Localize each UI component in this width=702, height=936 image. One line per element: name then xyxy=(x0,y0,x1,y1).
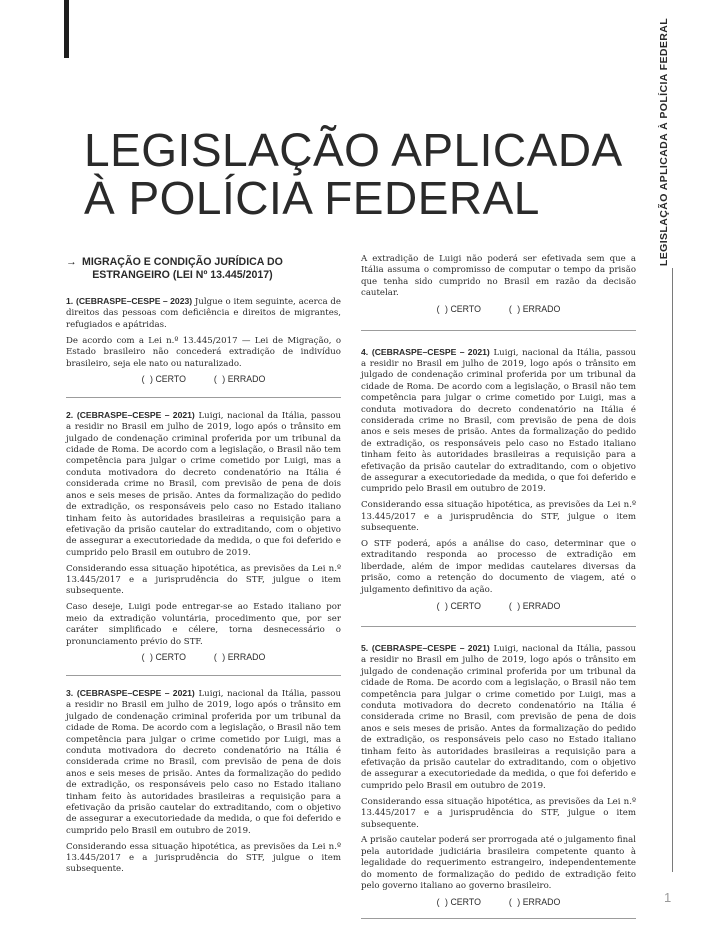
question-1 xyxy=(66,296,341,386)
question-5-number: 5. xyxy=(361,642,369,653)
question-3-number: 3. xyxy=(66,687,74,698)
question-divider xyxy=(361,626,636,627)
question-2-certo-option[interactable]: ( ) CERTO xyxy=(141,652,186,663)
question-divider xyxy=(361,330,636,331)
question-4-intro-text: Luigi, nacional da Itália, passou a residir no Brasil em julho de 2019, logo após o trânsito em julgado de condenação criminal proferida por um tribunal da cidade de Roma. De acordo com a legislação, o Brasil não tem competência para julgar o crime cometido por Luigi, mas a conduta motivadora do decreto condenatório na Itália é considerada crime no Brasil, com previsão de pena de dois anos e seis meses de prisão. Antes da formalização do pedido de extradição, os responsáveis pelo caso no Estado italiano tinham feito às autoridades brasileiras a requisição para a efetivação da prisão cautelar do extraditando, com o objetivo de assegurar a executoriedade da medida, o que foi deferido e cumprido pelo Brasil em outubro de 2019. xyxy=(361,347,636,495)
question-3-answer-options xyxy=(361,304,636,315)
question-5-statement: A prisão cautelar poderá ser prorrogada até o julgamento final pela autoridade judiciária brasileira competente quanto à legalidade do requerimento estrangeiro, independentemente do momento de formalização do pedido de extradição feito pelo governo italiano ao governo brasileiro. xyxy=(361,835,636,892)
question-4-context: Considerando essa situação hipotética, as previsões da Lei n.º 13.445/2017 e a jurisprudência do STF, julgue o item subsequente. xyxy=(361,500,636,534)
question-2-intro-text: Luigi, nacional da Itália, passou a residir no Brasil em julho de 2019, logo após o trânsito em julgado de condenação criminal proferida por um tribunal da cidade de Roma. De acordo com a legislação, o Brasil não tem competência para julgar o crime cometido por Luigi, mas a conduta motivadora do decreto condenatório na Itália é considerada crime no Brasil, com previsão de pena de dois anos e seis meses de prisão. Antes da formalização do pedido de extradição, os responsáveis pelo caso no Estado italiano tinham feito às autoridades brasileiras a requisição para a efetivação da prisão cautelar do extraditando, com o objetivo de assegurar a executoriedade da medida, o que foi deferido e cumprido pelo Brasil em outubro de 2019. xyxy=(66,410,341,558)
question-1-errado-option[interactable]: ( ) ERRADO xyxy=(213,374,266,385)
question-divider xyxy=(66,675,341,676)
question-4-answer-options xyxy=(361,601,636,612)
question-2-intro xyxy=(66,410,341,559)
question-3-source: (CEBRASPE–CESPE – 2021) xyxy=(76,687,195,698)
section-title-line-2: ESTRANGEIRO (LEI Nº 13.445/2017) xyxy=(92,269,273,281)
page-title-line-2: À POLÍCIA FEDERAL xyxy=(84,172,540,224)
question-2-errado-option[interactable]: ( ) ERRADO xyxy=(213,652,266,663)
question-1-source: (CEBRASPE–CESPE – 2023) xyxy=(75,296,193,306)
question-divider xyxy=(66,397,341,398)
question-4-intro xyxy=(361,347,636,496)
question-1-certo-option[interactable]: ( ) CERTO xyxy=(141,374,186,385)
question-3 xyxy=(66,688,341,876)
question-2-statement: Caso deseje, Luigi pode entregar-se ao Estado italiano por meio da extradição voluntária, procedimento que, por ser caráter simplificado e célere, torna desnecessário o pronunciamento prévio do STF. xyxy=(66,602,341,647)
question-5 xyxy=(361,643,636,908)
section-title xyxy=(82,256,283,282)
running-head-text: LEGISLAÇÃO APLICADA À POLÍCIA FEDERAL xyxy=(658,17,670,267)
right-column xyxy=(361,254,636,931)
side-rule xyxy=(672,268,673,872)
question-2-context: Considerando essa situação hipotética, as previsões da Lei n.º 13.445/2017 e a jurisprudência do STF, julgue o item subsequente. xyxy=(66,563,341,597)
question-5-context: Considerando essa situação hipotética, as previsões da Lei n.º 13.445/2017 e a jurisprudência do STF, julgue o item subsequente. xyxy=(361,796,636,830)
question-5-source: (CEBRASPE–CESPE – 2021) xyxy=(371,642,490,653)
question-2-number: 2. xyxy=(66,409,74,420)
question-divider xyxy=(361,918,636,919)
question-1-intro xyxy=(66,296,341,331)
arrow-right-icon: → xyxy=(66,256,77,268)
question-2-source: (CEBRASPE–CESPE – 2021) xyxy=(76,409,195,420)
question-3-context: Considerando essa situação hipotética, as previsões da Lei n.º 13.445/2017 e a jurisprudência do STF, julgue o item subsequente. xyxy=(66,841,341,875)
left-column xyxy=(66,254,341,880)
question-3-statement: A extradição de Luigi não poderá ser efetivada sem que a Itália assuma o compromisso de computar o tempo da prisão que tenha sido cumprido no Brasil em razão da decisão cautelar. xyxy=(361,254,636,299)
question-4-number: 4. xyxy=(361,346,369,357)
question-5-intro xyxy=(361,643,636,792)
question-4-errado-option[interactable]: ( ) ERRADO xyxy=(508,600,561,611)
question-3-intro xyxy=(66,688,341,837)
question-4-source: (CEBRASPE–CESPE – 2021) xyxy=(371,346,490,357)
question-3-errado-option[interactable]: ( ) ERRADO xyxy=(508,304,561,315)
page-number: 1 xyxy=(664,890,672,905)
question-1-answer-options xyxy=(66,374,341,385)
section-title-line-1: MIGRAÇÃO E CONDIÇÃO JURÍDICA DO xyxy=(82,256,283,268)
question-3-certo-option[interactable]: ( ) CERTO xyxy=(436,304,481,315)
question-4 xyxy=(361,347,636,612)
question-3-continued xyxy=(361,254,636,316)
question-5-errado-option[interactable]: ( ) ERRADO xyxy=(508,897,561,907)
running-head xyxy=(651,17,677,267)
question-2-answer-options xyxy=(66,652,341,663)
question-3-intro-text: Luigi, nacional da Itália, passou a residir no Brasil em julho de 2019, logo após o trânsito em julgado de condenação criminal proferida por um tribunal da cidade de Roma. De acordo com a legislação, o Brasil não tem competência para julgar o crime cometido por Luigi, mas a conduta motivadora do decreto condenatório na Itália é considerada crime no Brasil, com previsão de pena de dois anos e seis meses de prisão. Antes da formalização do pedido de extradição, os responsáveis pelo caso no Estado italiano tinham feito às autoridades brasileiras a requisição para a efetivação da prisão cautelar do extraditando, com o objetivo de assegurar a executoriedade da medida, o que foi deferido e cumprido pelo Brasil em outubro de 2019. xyxy=(66,688,341,836)
question-1-intro-text: Julgue o item seguinte, acerca de direitos das pessoas com deficiência e direitos de migrantes, refugiados e apátridas. xyxy=(66,297,342,330)
question-5-certo-option[interactable]: ( ) CERTO xyxy=(436,897,481,907)
question-5-answer-options xyxy=(361,897,636,908)
question-1-number: 1. xyxy=(66,296,74,306)
header-accent-bar xyxy=(64,0,69,58)
question-5-intro-text: Luigi, nacional da Itália, passou a residir no Brasil em julho de 2019, logo após o trânsito em julgado de condenação criminal proferida por um tribunal da cidade de Roma. De acordo com a legislação, o Brasil não tem competência para julgar o crime cometido por Luigi, mas a conduta motivadora do decreto condenatório na Itália é considerada crime no Brasil, com previsão de pena de dois anos e seis meses de prisão. Antes da formalização do pedido de extradição, os responsáveis pelo caso no Estado italiano tinham feito às autoridades brasileiras a requisição para a efetivação da prisão cautelar do extraditando, com o objetivo de assegurar a executoriedade da medida, o que foi deferido e cumprido pelo Brasil em outubro de 2019. xyxy=(361,643,636,791)
section-heading xyxy=(66,256,341,282)
question-4-statement: O STF poderá, após a análise do caso, determinar que o extraditando responda ao processo de extradição em liberdade, além de impor medidas cautelares diversas da prisão, como a retenção do documento de viagem, até o julgamento definitivo da ação. xyxy=(361,539,636,595)
question-1-statement: De acordo com a Lei n.º 13.445/2017 — Lei de Migração, o Estado brasileiro não concederá extradição de indivíduo brasileiro, seja ele nato ou naturalizado. xyxy=(66,335,341,369)
question-2 xyxy=(66,410,341,664)
page-title-line-1: LEGISLAÇÃO APLICADA xyxy=(84,124,623,176)
question-4-certo-option[interactable]: ( ) CERTO xyxy=(436,600,481,611)
page-title xyxy=(84,126,644,222)
